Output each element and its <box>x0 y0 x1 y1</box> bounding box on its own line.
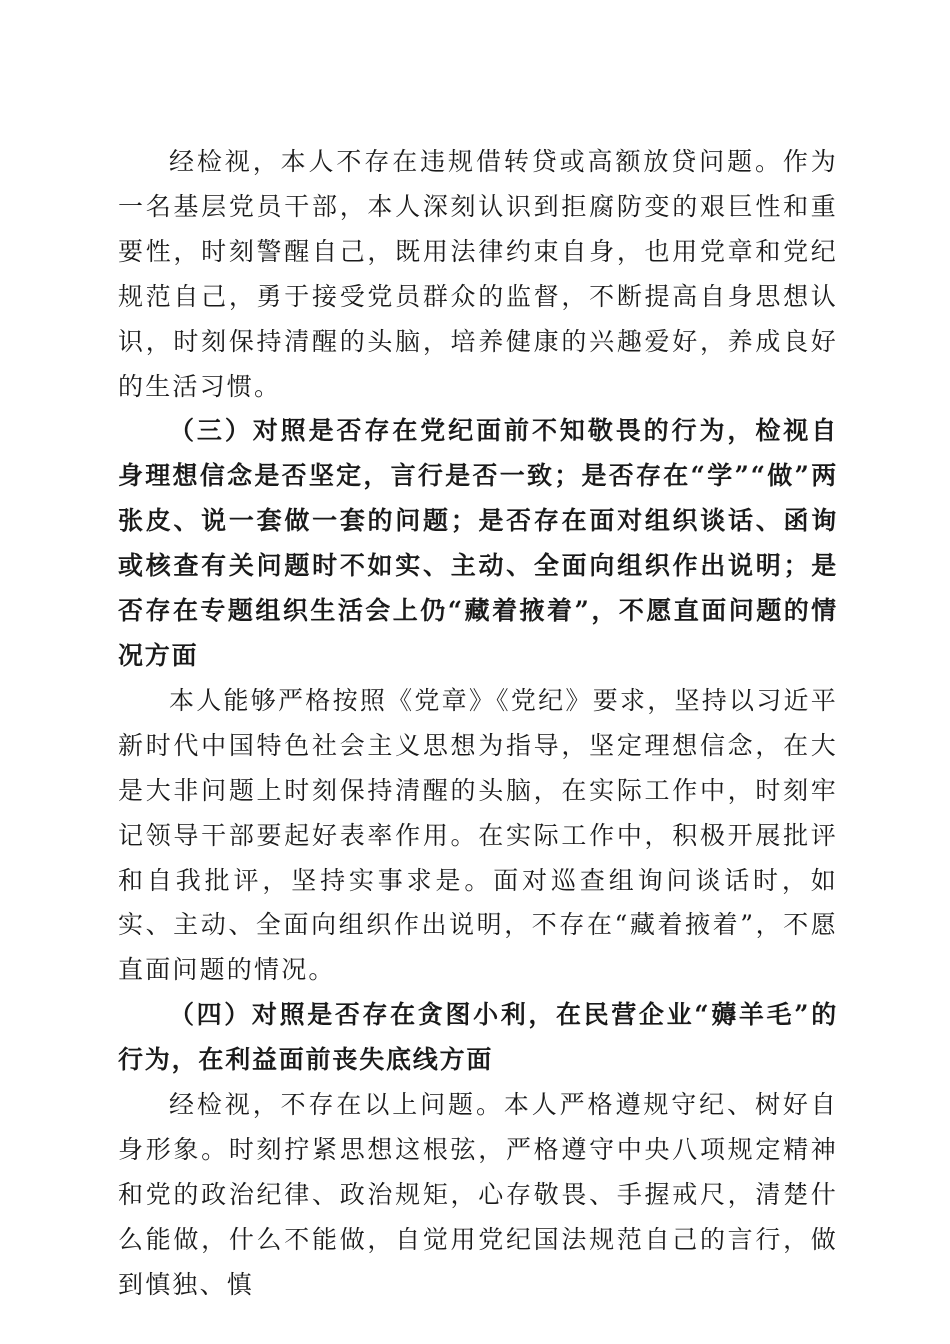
section-heading-4: （四）对照是否存在贪图小利，在民营企业“薅羊毛”的行为，在利益面前丧失底线方面 <box>118 1000 838 1075</box>
body-paragraph-loans: 经检视，本人不存在违规借转贷或高额放贷问题。作为一名基层党员干部，本人深刻认识到拒腐防变的艰巨性和重要性，时刻警醒自己，既用法律约束自身，也用党章和党纪规范自己，勇于接受党员群众的监督，不断提高自身思想认识，时刻保持清醒的头脑，培养健康的兴趣爱好，养成良好的生活习惯。 <box>118 147 838 401</box>
body-paragraph-self-discipline: 经检视，不存在以上问题。本人严格遵规守纪、树好自身形象。时刻拧紧思想这根弦，严格遵守中央八项规定精神和党的政治纪律、政治规矩，心存敬畏、手握戒尺，清楚什么能做，什么不能做，自觉用党纪国法规范自己的言行，做到慎独、慎 <box>118 1090 838 1299</box>
body-paragraph-party-discipline: 本人能够严格按照《党章》《党纪》要求，坚持以习近平新时代中国特色社会主义思想为指导，坚定理想信念，在大是大非问题上时刻保持清醒的头脑，在实际工作中，时刻牢记领导干部要起好表率作用。在实际工作中，积极开展批评和自我批评，坚持实事求是。面对巡查组询问谈话时，如实、主动、全面向组织作出说明，不存在“藏着掖着”，不愿直面问题的情况。 <box>118 685 838 985</box>
section-heading-3: （三）对照是否存在党纪面前不知敬畏的行为，检视自身理想信念是否坚定，言行是否一致；是否存在“学”“做”两张皮、说一套做一套的问题；是否存在面对组织谈话、函询或核查有关问题时不如实、主动、全面向组织作出说明；是否存在专题组织生活会上仍“藏着掖着”，不愿直面问题的情况方面 <box>118 416 838 670</box>
document-page <box>118 140 838 1308</box>
